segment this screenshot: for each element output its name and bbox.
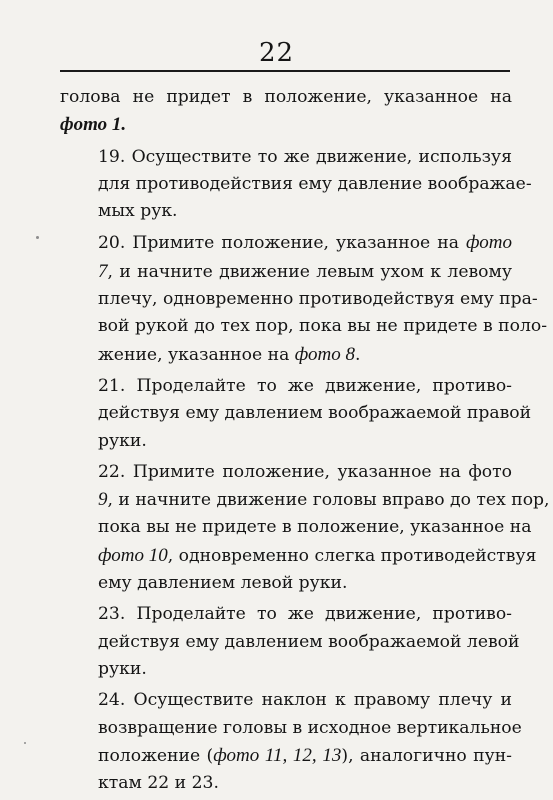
- exercise-22: [60, 459, 550, 597]
- text-line: руки.: [98, 430, 147, 451]
- text-line: руки.: [98, 658, 147, 679]
- photo-reference: фото 8: [294, 343, 355, 365]
- text-segment: , одновременно слегка противодействуя: [167, 545, 537, 566]
- text-line: 24. Осуществите наклон к правому плечу и: [98, 690, 512, 711]
- text-line: плечу, одновременно противодействуя ему пра-: [98, 289, 538, 310]
- text-line: ему давлением левой руки.: [98, 573, 348, 594]
- text-line: для противодействия ему давление воображае-: [98, 173, 532, 194]
- photo-reference: фото 11, 12, 13: [213, 744, 342, 766]
- text-line: 23. Проделайте то же движение, противо-: [98, 604, 512, 625]
- text-line: ктам 22 и 23.: [98, 773, 219, 794]
- text-segment: положение (: [98, 745, 214, 766]
- exercise-24: [60, 687, 522, 797]
- exercise-23: [60, 601, 520, 683]
- text-segment: .: [355, 344, 361, 365]
- header-rule: [60, 70, 510, 72]
- text-line: [60, 341, 512, 369]
- photo-reference: фото 1.: [60, 114, 127, 136]
- text-segment: , и начните движение головы вправо до тех пор,: [107, 490, 550, 511]
- scan-speck: [36, 236, 39, 239]
- text-line: вой рукой до тех пор, пока вы не придете в поло-: [98, 316, 548, 337]
- text-line: [60, 542, 537, 570]
- exercise-21: [60, 373, 532, 455]
- paragraph-continuation: [60, 84, 512, 140]
- text-segment: 20. Примите положение, указанное на: [98, 233, 467, 254]
- text-line: возвращение головы в исходное вертикальное: [98, 717, 522, 738]
- text-line: [60, 229, 512, 257]
- text-segment: , и начните движение левым ухом к левому: [107, 261, 512, 282]
- text-line: [60, 486, 550, 514]
- text-line: [60, 258, 512, 286]
- text-line: мых рук.: [98, 201, 178, 222]
- photo-reference: 7: [98, 260, 108, 282]
- photo-reference: фото: [466, 232, 512, 254]
- text-line: 19. Осуществите то же движение, используя: [98, 146, 512, 167]
- page-number: 22: [258, 38, 295, 68]
- text-line: действуя ему давлением воображаемой левой: [98, 631, 520, 652]
- exercise-20: [60, 229, 548, 368]
- page-body: [60, 84, 550, 800]
- scan-speck: [24, 742, 26, 744]
- text-segment: ), аналогично пун-: [341, 745, 512, 766]
- text-line: 21. Проделайте то же движение, противо-: [98, 375, 512, 396]
- text-segment: жение, указанное на: [98, 344, 295, 365]
- photo-reference: фото 10: [98, 544, 168, 566]
- text-line: 22. Примите положение, указанное на фото: [98, 461, 512, 482]
- text-line: голова не придет в положение, указанное на: [60, 87, 512, 107]
- photo-reference: 9: [98, 489, 108, 511]
- text-line: действуя ему давлением воображаемой правой: [98, 403, 532, 424]
- text-line: [60, 111, 512, 139]
- text-line: [60, 742, 512, 770]
- text-line: пока вы не придете в положение, указанное на: [98, 517, 532, 538]
- exercise-19: [60, 144, 532, 226]
